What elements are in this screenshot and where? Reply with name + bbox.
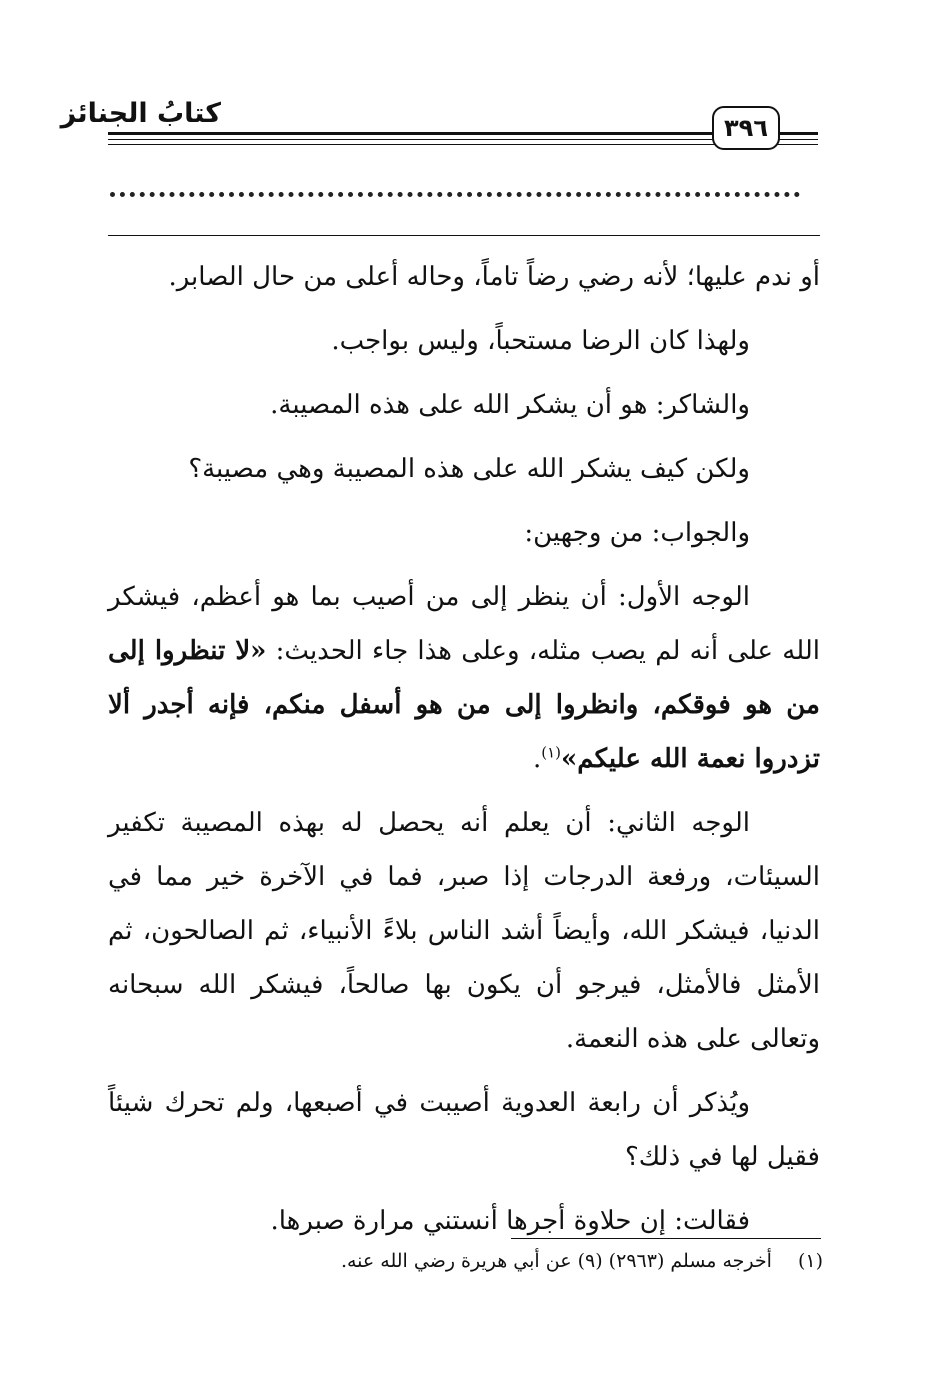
footnote-text: أخرجه مسلم (٢٩٦٣) (٩) عن أبي هريرة رضي الله عنه.	[340, 1250, 772, 1272]
paragraph-6	[108, 570, 820, 786]
dotted-separator	[110, 192, 800, 197]
paragraph-8: ويُذكر أن رابعة العدوية أصيبت في أصبعها، ولم تحرك شيئاً فقيل لها في ذلك؟	[108, 1088, 820, 1172]
separator-line	[108, 235, 820, 236]
hadith-quote: «لا تنظروا إلى من هو فوقكم، وانظروا إلى من هو أسفل منكم، فإنه أجدر ألا تزدروا نعمة الله عليكم»	[108, 636, 820, 774]
paragraph-9: فقالت: إن حلاوة أجرها أنستني مرارة صبرها.	[270, 1206, 750, 1236]
footnote	[143, 1250, 823, 1272]
footnote-number: (١)	[797, 1250, 823, 1272]
paragraph-7: الوجه الثاني: أن يعلم أنه يحصل له بهذه المصيبة تكفير السيئات، ورفعة الدرجات إذا صبر، فما في الآخرة خير مما في الدنيا، فيشكر الله، وأيضاً أشد الناس بلاءً الأنبياء، ثم الصالحون، ثم الأمثل فالأمثل، فيرجو أن يكون بها صالحاً، فيشكر الله سبحانه وتعالى على هذه النعمة.	[108, 808, 820, 1054]
paragraph-6-intro: الوجه الأول: أن ينظر إلى من أصيب بما هو أعظم، فيشكر الله على أنه لم يصب مثله، وعلى هذا جاء الحديث:	[108, 582, 820, 666]
page-number: ٣٩٦	[712, 106, 780, 150]
header-rule-thin-2	[108, 144, 818, 145]
paragraph-3: والشاكر: هو أن يشكر الله على هذه المصيبة.	[270, 390, 750, 420]
paragraph-4: ولكن كيف يشكر الله على هذه المصيبة وهي مصيبة؟	[188, 454, 750, 484]
running-header-title: كتابُ الجنائز	[60, 98, 221, 129]
body-text	[108, 250, 820, 1248]
footnote-rule	[511, 1238, 821, 1239]
paragraph-5: والجواب: من وجهين:	[524, 518, 750, 548]
paragraph-1: أو ندم عليها؛ لأنه رضي رضاً تاماً، وحاله أعلى من حال الصابر.	[168, 262, 820, 292]
paragraph-6-end: .	[532, 744, 542, 774]
paragraph-2: ولهذا كان الرضا مستحباً، وليس بواجب.	[331, 326, 750, 356]
footnote-reference[interactable]: (١)	[541, 743, 562, 762]
